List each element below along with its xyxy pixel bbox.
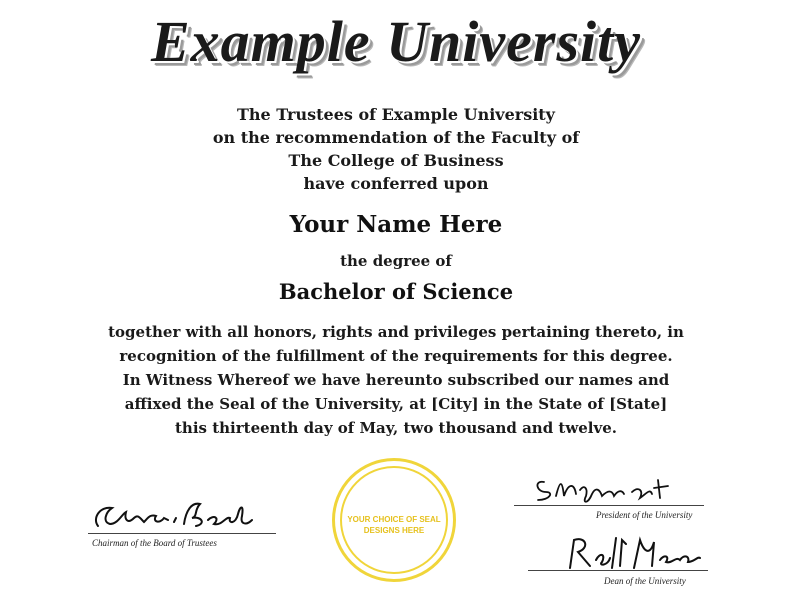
president-caption: President of the University [596,510,693,520]
intro-line: The Trustees of Example University [237,105,555,124]
dean-signature-line [528,570,708,571]
intro-text [0,103,792,195]
president-signature [528,470,698,506]
intro-line: on the recommendation of the Faculty of [212,128,580,147]
university-title: Example University [150,9,641,74]
chairman-signature [88,496,258,534]
president-signature-line [514,505,704,506]
body-line: this thirteenth day of May, two thousand and twelve. [175,419,617,437]
intro-line: have conferred upon [303,174,489,193]
body-text [0,320,792,440]
body-line: together with all honors, rights and privileges pertaining thereto, in [108,323,684,341]
dean-caption: Dean of the University [604,576,686,586]
degree-prefix: the degree of [340,252,452,270]
chairman-caption: Chairman of the Board of Trustees [92,538,217,548]
recipient-name: Your Name Here [289,211,503,238]
body-line: In Witness Whereof we have hereunto subscribed our names and [122,371,670,389]
intro-line: The College of Business [288,151,504,170]
seal-placeholder-text: YOUR CHOICE OF SEAL DESIGNS HERE [347,515,441,535]
dean-signature [556,532,706,572]
body-line: recognition of the fulfillment of the requirements for this degree. [119,347,673,365]
chairman-signature-line [88,533,276,534]
body-line: affixed the Seal of the University, at [City] in the State of [State] [124,395,668,413]
degree-title: Bachelor of Science [278,279,514,304]
